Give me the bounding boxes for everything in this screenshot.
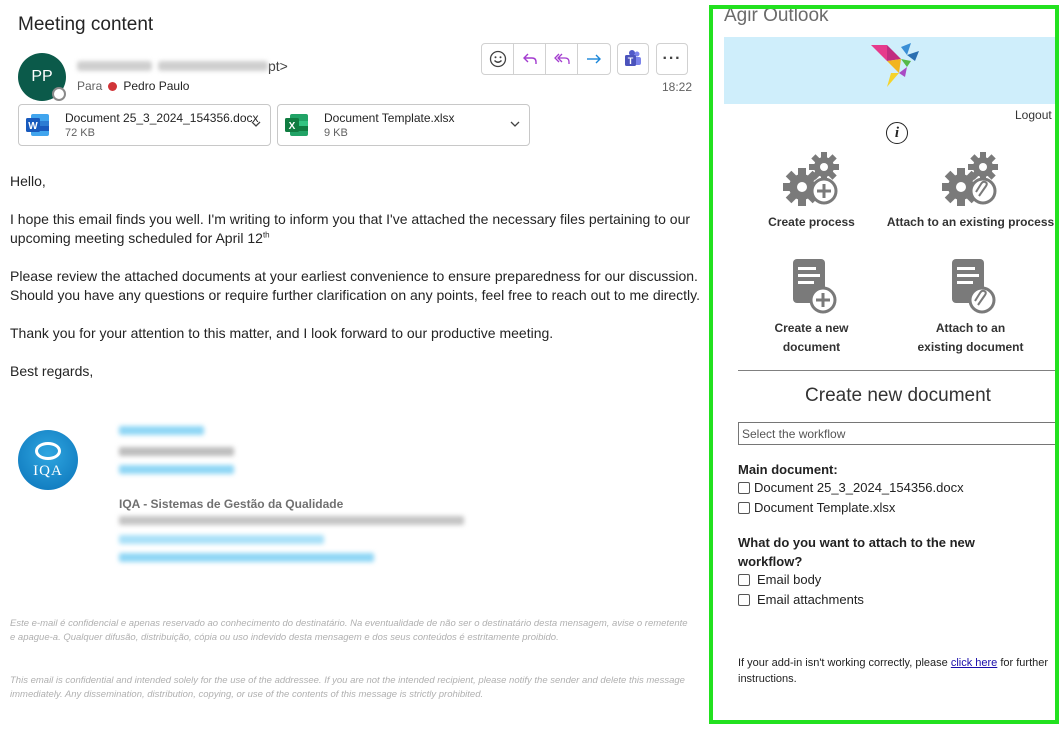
logout-link[interactable]: Logout — [1015, 108, 1052, 122]
workflow-select[interactable]: Select the workflow — [738, 422, 1059, 445]
attach-process-tile[interactable] — [883, 151, 1058, 232]
signature-company: IQA - Sistemas de Gestão da Qualidade — [119, 497, 344, 511]
to-label: Para — [77, 79, 103, 93]
sender-address[interactable] — [77, 58, 288, 74]
create-document-tile[interactable] — [724, 257, 899, 357]
email-body — [10, 172, 700, 400]
attachment-size: 9 KB — [324, 127, 348, 139]
redacted-signature-address — [119, 516, 464, 525]
attach-email-attachments-option[interactable] — [738, 592, 864, 607]
bird-logo-icon — [871, 43, 929, 93]
paragraph-text: I hope this email finds you well. I'm writing to inform you that I've attached the necessary files pertaining to our upcoming meeting scheduled for April 12 — [10, 211, 691, 246]
gears-add-icon — [780, 151, 844, 209]
checkbox[interactable] — [738, 482, 750, 494]
body-paragraph-2: Please review the attached documents at your earliest convenience to ensure preparedness for our discussion. Should you have any questions or require further clarification on any points, feel free to reach out to me directly. — [10, 268, 701, 303]
svg-text:W: W — [28, 121, 38, 132]
checkbox[interactable] — [738, 594, 750, 606]
help-link[interactable]: click here — [950, 657, 998, 669]
attachment-size: 72 KB — [65, 127, 95, 139]
main-document-label: Main document: — [738, 462, 838, 477]
help-text-start: If your add-in isn't working correctly, please — [738, 657, 951, 669]
teams-chat-button[interactable] — [617, 43, 649, 75]
help-text-end: for further instructions. — [738, 657, 1049, 685]
reply-icon — [521, 50, 539, 68]
avatar-initials: PP — [31, 68, 53, 85]
logo-text: IQA — [33, 463, 63, 479]
attachment-name: Document Template.xlsx — [324, 111, 455, 125]
excel-file-icon — [284, 112, 310, 138]
attach-document-label: Attach to an existing document — [917, 321, 1024, 354]
addin-banner — [724, 37, 1055, 104]
sender-address-suffix: pt> — [268, 58, 288, 74]
react-button[interactable] — [482, 44, 514, 74]
create-document-section-title: Create new document — [805, 385, 991, 406]
attach-document-tile[interactable] — [883, 257, 1058, 357]
more-actions-button[interactable] — [656, 43, 688, 75]
ordinal-suffix: th — [262, 230, 270, 240]
redacted-sender-name — [77, 61, 152, 71]
redacted-sender-email — [158, 61, 268, 71]
main-document-option[interactable] — [738, 500, 895, 515]
section-divider — [738, 370, 1058, 371]
attach-email-body-option[interactable] — [738, 572, 821, 587]
forward-button[interactable] — [578, 44, 610, 74]
body-paragraph-3: Thank you for your attention to this matter, and I look forward to our productive meeting. — [10, 325, 554, 341]
recipient-status-dot — [108, 82, 117, 91]
document-attach-icon — [942, 257, 1000, 315]
word-file-icon — [25, 112, 51, 138]
redacted-signature-role — [119, 447, 234, 456]
redacted-signature-links — [119, 553, 374, 562]
received-time: 18:22 — [662, 80, 693, 94]
greeting: Hello, — [10, 173, 46, 189]
attachment-card-docx[interactable] — [18, 104, 271, 146]
attachment-card-xlsx[interactable] — [277, 104, 530, 146]
email-subject: Meeting content — [18, 14, 154, 35]
attach-question-label: What do you want to attach to the new workflow? — [738, 535, 975, 569]
gears-attach-icon — [939, 151, 1003, 209]
option-label: Document 25_3_2024_154356.docx — [754, 480, 964, 495]
forward-icon — [585, 50, 603, 68]
teams-icon — [623, 49, 643, 69]
attach-process-label: Attach to an existing process — [886, 215, 1055, 229]
addin-title: Agir Outlook — [724, 5, 829, 26]
redacted-signature-name — [119, 426, 204, 435]
presence-indicator — [52, 87, 66, 101]
info-icon[interactable]: i — [886, 122, 908, 144]
document-add-icon — [783, 257, 841, 315]
create-process-label: Create process — [768, 215, 855, 229]
recipient-row — [77, 79, 189, 93]
closing: Best regards, — [10, 363, 94, 379]
reply-button[interactable] — [514, 44, 546, 74]
option-label: Document Template.xlsx — [754, 500, 896, 515]
agir-addin-panel — [709, 5, 1059, 724]
svg-text:T: T — [627, 56, 634, 66]
smiley-icon — [489, 50, 507, 68]
disclaimer-english: This email is confidential and intended solely for the use of the addressee. If you are not the intended recipient, please notify the sender and delete this message immediately. Any dissemination, distribution, copying, or use of the contents of this message is strictly prohibited. — [10, 675, 685, 700]
checkbox[interactable] — [738, 574, 750, 586]
create-process-tile[interactable] — [724, 151, 899, 232]
more-icon: ··· — [662, 50, 682, 67]
reply-all-icon — [553, 50, 571, 68]
main-document-option[interactable] — [738, 480, 964, 495]
chevron-down-icon[interactable] — [250, 118, 262, 130]
chevron-down-icon[interactable] — [509, 118, 521, 130]
svg-text:X: X — [288, 121, 296, 132]
disclaimer-portuguese: Este e-mail é confidencial e apenas reservado ao conhecimento do destinatário. Na eventualidade de não ser o destinatário desta mensagem, avise o remetente e apague-a. Qualquer difusão, distribuição, cópia ou uso indevido desta mensagem e dos seus conteúdos é estritamente proibido. — [10, 618, 688, 643]
redacted-signature-contact — [119, 465, 234, 474]
recipient-name[interactable]: Pedro Paulo — [123, 79, 190, 93]
iqa-logo — [18, 430, 78, 490]
help-text — [738, 655, 1053, 687]
option-label: Email attachments — [757, 592, 864, 607]
reply-all-button[interactable] — [546, 44, 578, 74]
message-actions-toolbar — [481, 43, 611, 75]
body-paragraph-1 — [10, 210, 700, 248]
attachment-name: Document 25_3_2024_154356.docx — [65, 111, 259, 125]
create-document-label: Create a new document — [774, 321, 849, 354]
checkbox[interactable] — [738, 502, 750, 514]
redacted-signature-phone — [119, 535, 324, 544]
option-label: Email body — [757, 572, 822, 587]
